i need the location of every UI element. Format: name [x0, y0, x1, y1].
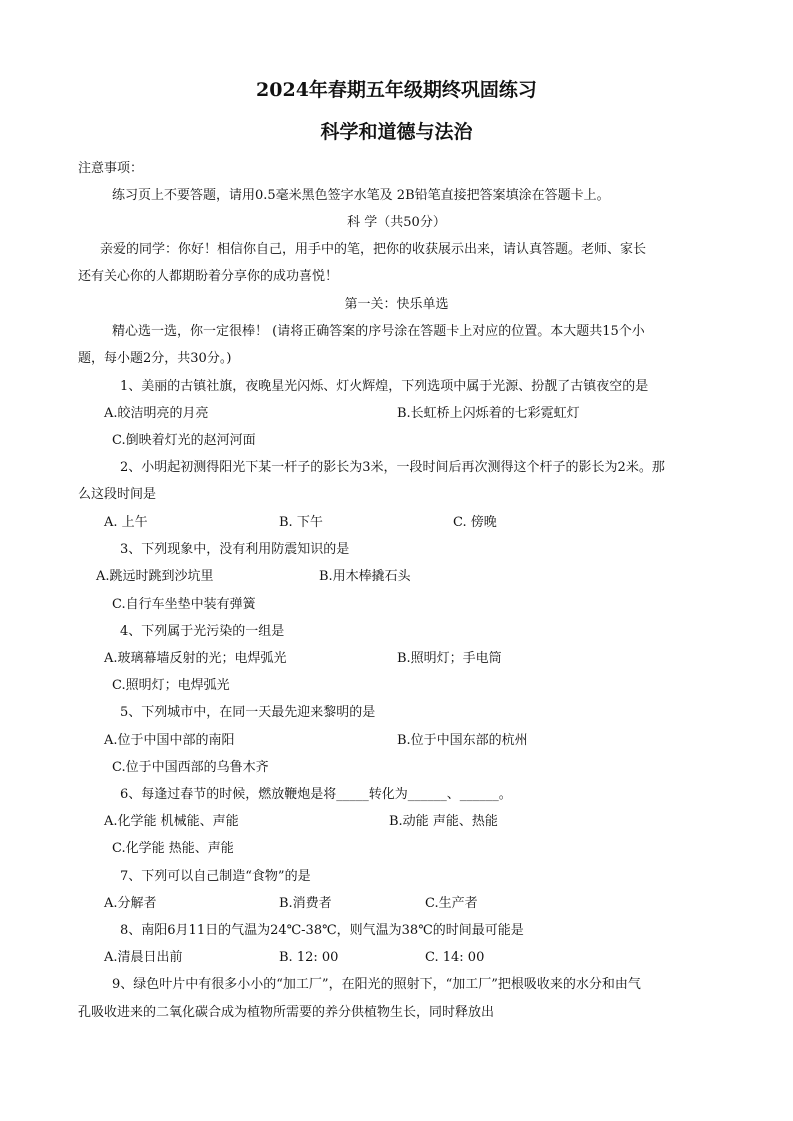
question-7-stem: 7、下列可以自己制造“食物”的是: [120, 869, 311, 884]
question-3-option-c: C.自行车坐垫中装有弹簧: [112, 597, 256, 612]
question-5-option-c: C.位于中国西部的乌鲁木齐: [112, 760, 269, 775]
question-7-option-c: C.生产者: [425, 896, 478, 911]
question-6-option-b: B.动能 声能、热能: [389, 814, 498, 829]
question-3-option-b: B.用木棒撬石头: [319, 569, 411, 584]
question-5-option-b: B.位于中国东部的杭州: [397, 733, 528, 748]
question-9-stem-1: 9、绿色叶片中有很多小小的“加工厂”，在阳光的照射下，“加工厂”把根吸收来的水分和由气: [112, 977, 641, 992]
question-8-option-a: A.清晨日出前: [104, 950, 183, 965]
question-1-option-c: C.倒映着灯光的赵河河面: [112, 433, 256, 448]
section-intro-1: 精心选一选，你一定很棒！ (请将正确答案的序号涂在答题卡上对应的位置。本大题共15个小: [112, 324, 645, 339]
exam-title: 2024年春期五年级期终巩固练习: [256, 79, 537, 101]
question-2-stem-2: 么这段时间是: [78, 487, 157, 502]
section-intro-2: 题，每小题2分，共30分。): [78, 351, 232, 366]
question-8-option-c: C. 14: 00: [425, 950, 485, 965]
question-9-stem-2: 孔吸收进来的二氧化碳合成为植物所需要的养分供植物生长，同时释放出: [78, 1005, 495, 1020]
question-8-stem: 8、南阳6月11日的气温为24℃-38℃，则气温为38℃的时间最可能是: [120, 923, 524, 938]
question-4-option-a: A.玻璃幕墙反射的光；电焊弧光: [104, 651, 287, 666]
question-4-option-c: C.照明灯；电焊弧光: [112, 678, 230, 693]
greeting-line-2: 还有关心你的人都期盼着分享你的成功喜悦！: [78, 269, 339, 284]
question-2-option-b: B. 下午: [279, 515, 323, 530]
greeting-line-1: 亲爱的同学：你好！相信你自己，用手中的笔，把你的收获展示出来，请认真答题。老师、家长: [100, 242, 647, 257]
question-5-stem: 5、下列城市中，在同一天最先迎来黎明的是: [120, 705, 376, 720]
section-title: 第一关：快乐单选: [344, 297, 449, 312]
question-6-option-a: A.化学能 机械能、声能: [104, 814, 239, 829]
exam-subtitle: 科学和道德与法治: [320, 121, 473, 143]
science-header: 科 学（共50分）: [347, 215, 446, 230]
question-1-stem: 1、美丽的古镇社旗，夜晚星光闪烁、灯火辉煌，下列选项中属于光源、扮靓了古镇夜空的是: [120, 379, 649, 394]
question-1-option-b: B.长虹桥上闪烁着的七彩霓虹灯: [397, 406, 580, 421]
question-2-stem-1: 2、小明起初测得阳光下某一杆子的影长为3米，一段时间后再次测得这个杆子的影长为2米。那: [120, 460, 665, 475]
question-3-option-a: A.跳远时跳到沙坑里: [96, 569, 214, 584]
notice-text: 练习页上不要答题，请用0.5毫米黑色签字水笔及 2B铅笔直接把答案填涂在答题卡上。: [112, 188, 610, 203]
question-2-option-a: A. 上午: [104, 515, 148, 530]
question-2-option-c: C. 傍晚: [453, 515, 497, 530]
question-7-option-a: A.分解者: [104, 896, 157, 911]
question-6-stem: 6、每逢过春节的时候，燃放鞭炮是将_____转化为______、______。: [120, 787, 512, 802]
question-4-stem: 4、下列属于光污染的一组是: [120, 624, 285, 639]
notice-label: 注意事项：: [78, 161, 144, 176]
question-6-option-c: C.化学能 热能、声能: [112, 841, 234, 856]
question-7-option-b: B.消费者: [279, 896, 332, 911]
question-4-option-b: B.照明灯；手电筒: [397, 651, 502, 666]
question-1-option-a: A.皎洁明亮的月亮: [104, 406, 209, 421]
question-3-stem: 3、下列现象中，没有利用防震知识的是: [120, 542, 350, 557]
question-5-option-a: A.位于中国中部的南阳: [104, 733, 235, 748]
question-8-option-b: B. 12: 00: [279, 950, 339, 965]
